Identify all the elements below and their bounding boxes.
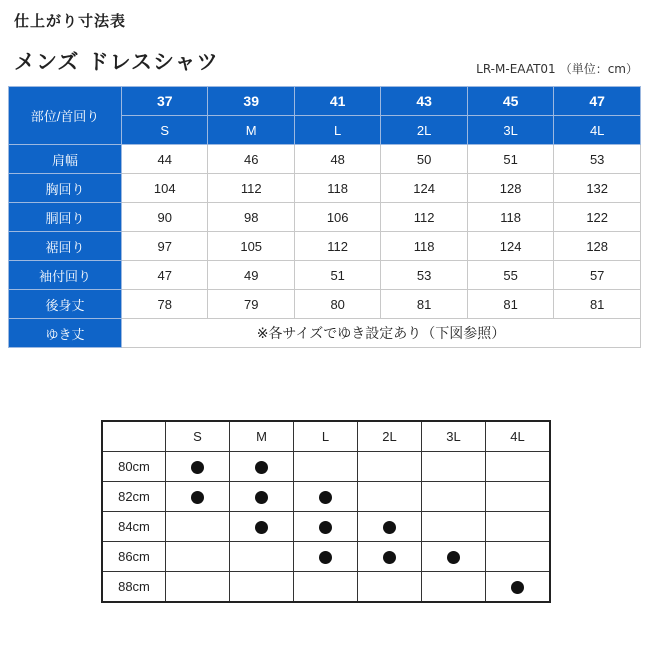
grid-cell: [358, 512, 422, 542]
table-row-sleeve: [9, 319, 641, 348]
row-label: 胴回り: [9, 203, 122, 232]
neck-size-header: 43: [381, 87, 467, 116]
grid-row-label: 80cm: [102, 452, 166, 482]
table-cell: 112: [381, 203, 467, 232]
table-row-armhole: [9, 261, 641, 290]
table-cell: 50: [381, 145, 467, 174]
grid-cell: [230, 572, 294, 603]
table-cell: 118: [381, 232, 467, 261]
neck-size-header: 37: [122, 87, 208, 116]
grid-row-label: 82cm: [102, 482, 166, 512]
corner-label: 部位/首回り: [9, 87, 122, 145]
sleeve-length-grid: [101, 420, 551, 603]
grid-row-label: 84cm: [102, 512, 166, 542]
grid-cell: [166, 572, 230, 603]
grid-row-label: 86cm: [102, 542, 166, 572]
neck-size-header: 47: [554, 87, 641, 116]
letter-size-header: M: [208, 116, 294, 145]
table-cell: 79: [208, 290, 294, 319]
grid-cell: [422, 452, 486, 482]
grid-cell: [486, 572, 551, 603]
row-label: 後身丈: [9, 290, 122, 319]
availability-dot: [447, 551, 460, 564]
grid-column-label: S: [166, 421, 230, 452]
letter-size-header: S: [122, 116, 208, 145]
grid-cell: [358, 572, 422, 603]
table-row-chest: [9, 174, 641, 203]
table-cell: 90: [122, 203, 208, 232]
grid-cell: [358, 482, 422, 512]
table-cell: 80: [294, 290, 380, 319]
table-cell: 55: [467, 261, 553, 290]
grid-cell: [166, 542, 230, 572]
grid-row: [102, 452, 550, 482]
product-meta: [472, 60, 638, 77]
grid-row: [102, 512, 550, 542]
grid-column-label: 4L: [486, 421, 551, 452]
table-cell: 57: [554, 261, 641, 290]
table-cell: 46: [208, 145, 294, 174]
grid-row: [102, 482, 550, 512]
letter-size-header: 3L: [467, 116, 553, 145]
grid-cell: [486, 482, 551, 512]
grid-corner: [102, 421, 166, 452]
grid-cell: [422, 482, 486, 512]
product-code: LR-M-EAAT01: [476, 62, 556, 76]
size-table: [8, 86, 641, 348]
table-cell: 118: [294, 174, 380, 203]
grid-cell: [166, 512, 230, 542]
table-cell: 112: [208, 174, 294, 203]
table-cell: 53: [554, 145, 641, 174]
table-cell: 106: [294, 203, 380, 232]
grid-header-row: [102, 421, 550, 452]
grid-cell: [422, 542, 486, 572]
table-cell: 81: [467, 290, 553, 319]
grid-cell: [422, 512, 486, 542]
grid-cell: [230, 482, 294, 512]
table-cell: 128: [554, 232, 641, 261]
grid-cell: [230, 512, 294, 542]
neck-size-header: 45: [467, 87, 553, 116]
table-cell: 48: [294, 145, 380, 174]
table-cell: 105: [208, 232, 294, 261]
letter-size-header: 2L: [381, 116, 467, 145]
grid-cell: [166, 482, 230, 512]
grid-row-label: 88cm: [102, 572, 166, 603]
grid-column-label: 2L: [358, 421, 422, 452]
grid-cell: [230, 452, 294, 482]
grid-cell: [294, 482, 358, 512]
grid-column-label: 3L: [422, 421, 486, 452]
table-cell: 97: [122, 232, 208, 261]
table-cell: 81: [381, 290, 467, 319]
table-cell: 81: [554, 290, 641, 319]
availability-dot: [383, 551, 396, 564]
table-cell: 51: [294, 261, 380, 290]
availability-dot: [255, 461, 268, 474]
table-cell: 118: [467, 203, 553, 232]
table-cell: 124: [467, 232, 553, 261]
table-cell: 53: [381, 261, 467, 290]
letter-size-header: L: [294, 116, 380, 145]
availability-dot: [319, 521, 332, 534]
availability-dot: [255, 491, 268, 504]
table-cell: 124: [381, 174, 467, 203]
row-label: 肩幅: [9, 145, 122, 174]
table-cell: 128: [467, 174, 553, 203]
neck-size-row: [9, 87, 641, 116]
page-title: 仕上がり寸法表: [14, 12, 127, 30]
table-cell: 78: [122, 290, 208, 319]
neck-size-header: 41: [294, 87, 380, 116]
availability-dot: [255, 521, 268, 534]
table-cell: 44: [122, 145, 208, 174]
product-name: メンズ ドレスシャツ: [14, 50, 219, 74]
grid-cell: [294, 542, 358, 572]
grid-cell: [422, 572, 486, 603]
row-label: 袖付回り: [9, 261, 122, 290]
grid-row: [102, 572, 550, 603]
grid-row: [102, 542, 550, 572]
table-cell: 98: [208, 203, 294, 232]
grid-column-label: M: [230, 421, 294, 452]
row-label: ゆき丈: [9, 319, 122, 348]
grid-column-label: L: [294, 421, 358, 452]
table-cell: 104: [122, 174, 208, 203]
table-cell: 47: [122, 261, 208, 290]
sleeve-note: ※各サイズでゆき設定あり（下図参照）: [122, 319, 641, 348]
grid-cell: [486, 512, 551, 542]
table-cell: 112: [294, 232, 380, 261]
table-row-shoulder: [9, 145, 641, 174]
availability-dot: [383, 521, 396, 534]
neck-size-header: 39: [208, 87, 294, 116]
grid-cell: [486, 542, 551, 572]
grid-cell: [230, 542, 294, 572]
row-label: 胸回り: [9, 174, 122, 203]
table-cell: 122: [554, 203, 641, 232]
row-label: 裾回り: [9, 232, 122, 261]
availability-dot: [511, 581, 524, 594]
grid-cell: [294, 572, 358, 603]
grid-cell: [294, 512, 358, 542]
grid-cell: [166, 452, 230, 482]
grid-cell: [358, 452, 422, 482]
table-row-waist: [9, 203, 641, 232]
table-row-back-length: [9, 290, 641, 319]
table-row-hem: [9, 232, 641, 261]
letter-size-header: 4L: [554, 116, 641, 145]
table-cell: 49: [208, 261, 294, 290]
table-cell: 132: [554, 174, 641, 203]
grid-cell: [358, 542, 422, 572]
grid-cell: [294, 452, 358, 482]
availability-dot: [191, 461, 204, 474]
availability-dot: [319, 491, 332, 504]
grid-cell: [486, 452, 551, 482]
unit-label: （単位：cm）: [559, 62, 638, 76]
availability-dot: [191, 491, 204, 504]
availability-dot: [319, 551, 332, 564]
table-cell: 51: [467, 145, 553, 174]
